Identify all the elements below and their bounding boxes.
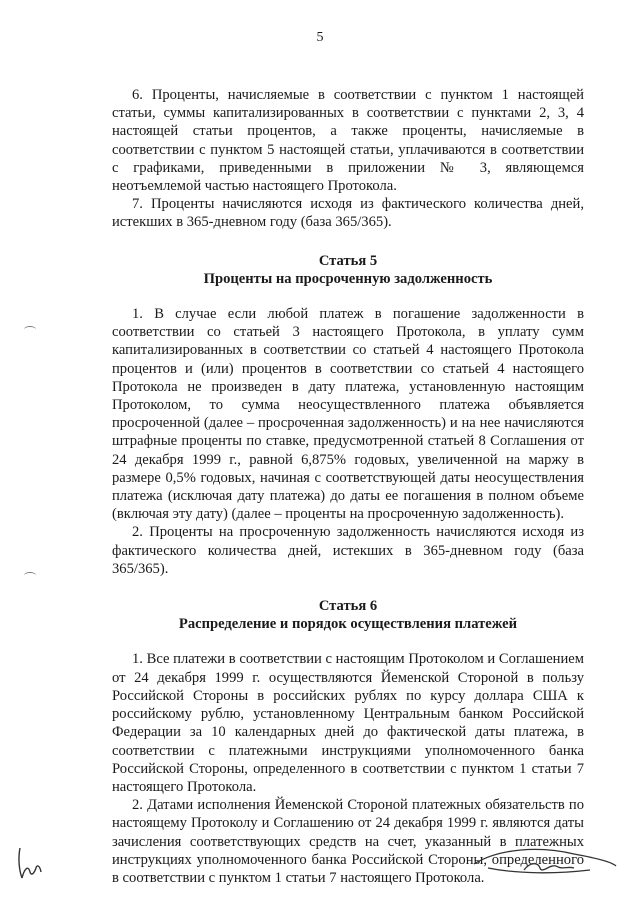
page-number: 5 <box>316 30 324 45</box>
paragraph: 2. Датами исполнения Йеменской Стороной платежных обязательств по настоящему Протоколу и Соглашению от 24 декабря 1999 г. являются даты зачисления соответствующих средств на счет, указанный в платежных инструкциях уполномоченного банка Российской Стороны, определенного в соответствии с пунктом 1 статьи 7 настоящего Протокола. <box>112 797 584 886</box>
handwritten-initials <box>14 842 48 889</box>
signature <box>470 840 620 885</box>
document-body <box>112 86 584 887</box>
article-title: Проценты на просроченную задолженность <box>203 270 493 287</box>
margin-mark <box>24 572 36 579</box>
article-number: Статья 6 <box>318 598 378 615</box>
paragraph: 2. Проценты на просроченную задолженность начисляются исходя из фактического количества дней, истекших в 365-дневном году (база 365/365). <box>112 524 584 577</box>
article-number: Статья 5 <box>318 252 378 269</box>
paragraph: 6. Проценты, начисляемые в соответствии с пунктом 1 настоящей статьи, суммы капитализированных в соответствии с пунктами 2, 3, 4 настоящей статьи процентов, а также проценты, начисляемые в соответствии с пунктом 5 настоящей статьи, уплачиваются в соответствии с графиками, приведенными в приложении № 3, являющемся неотъемлемой частью настоящего Протокола. <box>112 87 584 195</box>
paragraph: 7. Проценты начисляются исходя из фактического количества дней, истекших в 365-дневном году (база 365/365). <box>112 196 584 231</box>
paragraph: 1. В случае если любой платеж в погашение задолженности в соответствии со статьей 3 настоящего Протокола, в уплату сумм капитализированных в соответствии со статьей 4 настоящего Протокола процентов и (или) процентов в соответствии со статьей 4 настоящего Протокола не произведен в дату платежа, установленную настоящим Протоколом, то сумма неосуществленного платежа объявляется просроченной (далее – просроченная задолженность) и на нее начисляются штрафные проценты по ставке, предусмотренной статьей 8 Соглашения от 24 декабря 1999 г., равной 6,875% годовых, увеличенной на маржу в размере 0,5% годовых, начиная с соответствующей даты неосуществления платежа (исключая дату платежа) до даты ее погашения в полном объеме (включая эту дату) (далее – проценты на просроченную задолженность). <box>112 306 584 523</box>
margin-mark <box>24 326 36 333</box>
paragraph: 1. Все платежи в соответствии с настоящим Протоколом и Соглашением от 24 декабря 1999 г. осуществляются Йеменской Стороной в пользу Российской Стороны в российских рублях по курсу доллара США к российскому рублю, установленному Центральным банком Российской Федерации за 10 календарных дней до фактической даты платежа, в соответствии с платежными инструкциями уполномоченного банка Российской Стороны, определенного в соответствии с пунктом 1 статьи 7 настоящего Протокола. <box>112 651 584 795</box>
article-title: Распределение и порядок осуществления платежей <box>178 616 518 633</box>
